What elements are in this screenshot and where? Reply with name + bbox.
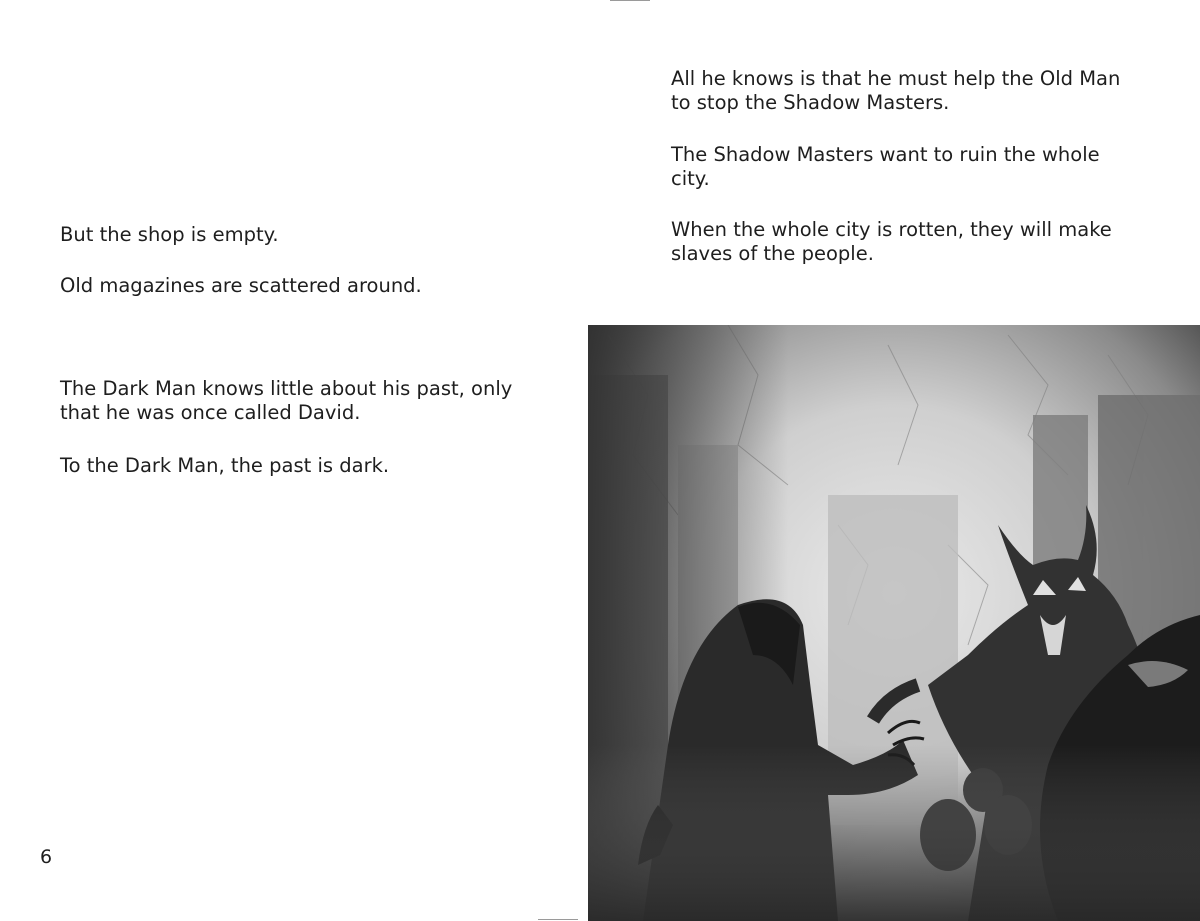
- right-paragraph-2: The Shadow Masters want to ruin the whole city.: [671, 143, 1100, 190]
- crop-mark-bottom: [538, 919, 578, 920]
- page-number: 6: [40, 846, 53, 868]
- left-paragraph-2: Old magazines are scattered around.: [60, 274, 422, 297]
- crop-mark-top: [610, 0, 650, 1]
- left-paragraph-3: The Dark Man knows little about his past, only that he was once called David.: [60, 377, 513, 424]
- right-paragraph-1: All he knows is that he must help the Old Man to stop the Shadow Masters.: [671, 67, 1121, 114]
- story-illustration: [588, 325, 1200, 921]
- right-paragraph-3: When the whole city is rotten, they will make slaves of the people.: [671, 218, 1112, 265]
- left-paragraph-4: To the Dark Man, the past is dark.: [60, 454, 390, 477]
- left-paragraph-1: But the shop is empty.: [60, 223, 279, 246]
